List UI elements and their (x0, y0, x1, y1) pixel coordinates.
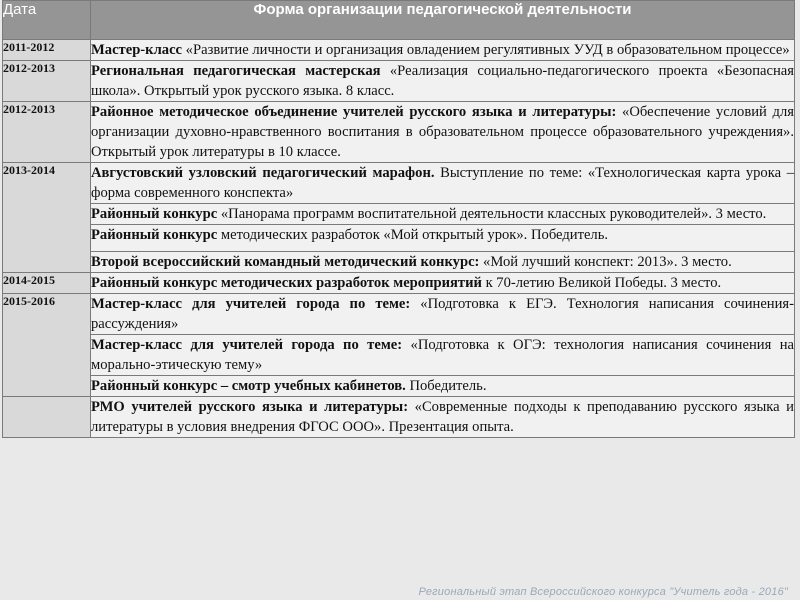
header-date: Дата (3, 1, 91, 40)
activity-cell (91, 335, 795, 376)
activity-cell (91, 252, 795, 273)
activity-table (2, 0, 795, 438)
activity-cell (91, 273, 795, 294)
table-row (3, 273, 795, 294)
activity-title: Региональная педагогическая мастерская (91, 63, 381, 79)
activity-cell (91, 397, 795, 438)
year-cell: 2011-2012 (3, 40, 91, 61)
activity-desc: «Развитие личности и организация овладением регулятивных УУД в образовательном процессе» (182, 42, 790, 58)
table-row (3, 397, 795, 438)
table-row (3, 294, 795, 335)
activity-title: Второй всероссийский командный методический конкурс: (91, 254, 480, 270)
activity-desc: «Подготовка к ЕГЭ. Технология написания сочинения-рассуждения» (91, 296, 794, 332)
year-cell: 2012-2013 (3, 102, 91, 163)
activity-desc: Победитель. (405, 378, 487, 394)
activity-title: Мастер-класс для учителей города по теме: (91, 296, 411, 312)
activity-title: Мастер-класс (91, 42, 183, 58)
activity-desc: «Подготовка к ОГЭ: технология написания сочинения на морально-этическую тему» (91, 337, 794, 373)
activity-title: РМО учителей русского языка и литературы: (91, 399, 409, 415)
table-row (3, 163, 795, 204)
activity-cell (91, 40, 795, 61)
table-row (3, 376, 795, 397)
activity-cell (91, 102, 795, 163)
activity-title: Районный конкурс методических разработок мероприятий (91, 275, 482, 291)
table-row (3, 61, 795, 102)
activity-desc: Выступление по теме: «Технологическая карта урока – форма современного конспекта» (91, 165, 794, 201)
activity-title: Районное методическое объединение учителей русского языка и литературы: (91, 104, 617, 120)
activity-desc: «Реализация социально-педагогического проекта «Безопасная школа». Открытый урок русского языка. 8 класс. (91, 63, 794, 99)
year-cell: 2013-2014 (3, 163, 91, 273)
header-form: Форма организации педагогической деятельности (91, 1, 795, 40)
activity-desc: к 70-летию Великой Победы. 3 место. (481, 275, 722, 291)
table-row (3, 204, 795, 225)
activity-cell (91, 61, 795, 102)
activity-cell (91, 376, 795, 397)
table-row (3, 40, 795, 61)
activity-cell (91, 225, 795, 252)
activity-desc: «Мой лучший конспект: 2013». 3 место. (479, 254, 732, 270)
activity-title: Районный конкурс (91, 227, 218, 243)
activity-title: Районный конкурс – смотр учебных кабинетов. (91, 378, 406, 394)
activity-title: Районный конкурс (91, 206, 218, 222)
table-row (3, 225, 795, 252)
activity-cell (91, 294, 795, 335)
activity-desc: методических разработок «Мой открытый урок». Победитель. (217, 227, 609, 243)
year-cell: 2015-2016 (3, 294, 91, 397)
table-row (3, 252, 795, 273)
year-cell: 2014-2015 (3, 273, 91, 294)
year-cell: 2012-2013 (3, 61, 91, 102)
activity-title: Августовский узловский педагогический марафон. (91, 165, 435, 181)
activity-cell (91, 163, 795, 204)
activity-desc: «Современные подходы к преподаванию русского языка и литературы в условия внедрения ФГОС ООО». Презентация опыта. (91, 399, 794, 435)
table-row (3, 102, 795, 163)
activity-desc: «Панорама программ воспитательной деятельности классных руководителей». 3 место. (217, 206, 767, 222)
activity-desc: «Обеспечение условий для организации духовно-нравственного воспитания в образовательном процессе образовательного учреждения». Открытый урок литературы в 10 классе. (91, 104, 794, 160)
footer-caption: Региональный этап Всероссийского конкурса "Учитель года - 2016" (418, 586, 788, 598)
activity-cell (91, 204, 795, 225)
activity-title: Мастер-класс для учителей города по теме: (91, 337, 403, 353)
table-header-row (3, 1, 795, 40)
table-row (3, 335, 795, 376)
year-cell (3, 397, 91, 438)
